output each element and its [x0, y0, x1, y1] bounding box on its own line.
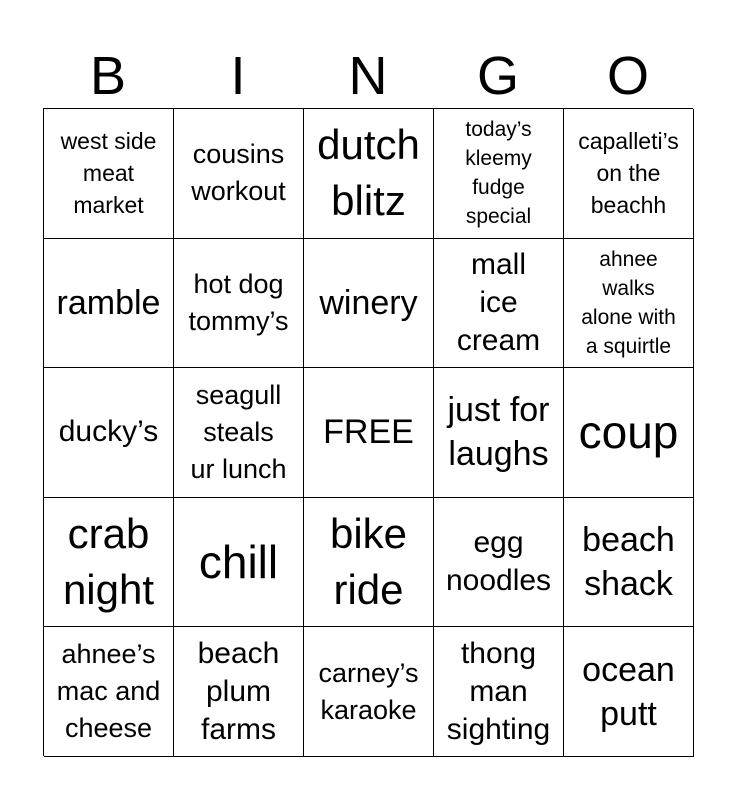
bingo-cell[interactable]: [564, 239, 694, 369]
cell-text: capalleti’s on the beachh: [578, 128, 679, 219]
cell-text: hot dog tommy’s: [188, 268, 289, 336]
bingo-cell[interactable]: [564, 368, 694, 498]
free-space-cell[interactable]: [304, 368, 434, 498]
bingo-cell[interactable]: [564, 498, 694, 628]
header-letter-g: G: [476, 46, 519, 106]
cell-text: bike ride: [329, 510, 408, 614]
bingo-cell[interactable]: [434, 368, 564, 498]
bingo-cell[interactable]: [44, 368, 174, 498]
cell-text: thong man sighting: [446, 636, 551, 746]
cell-text: cousins workout: [191, 139, 286, 207]
bingo-cell[interactable]: [44, 627, 174, 757]
cell-text: ahnee walks alone with a squirtle: [581, 247, 676, 358]
cell-text: beach plum farms: [197, 636, 280, 746]
bingo-cell[interactable]: [434, 109, 564, 239]
cell-text: chill: [198, 536, 279, 589]
cell-text: carney’s karaoke: [318, 657, 419, 725]
cell-text: ahnee’s mac and cheese: [56, 639, 161, 744]
header-letter-b: B: [89, 46, 127, 106]
cell-text: ducky’s: [58, 415, 159, 449]
cell-text: ramble: [56, 283, 161, 322]
bingo-cell[interactable]: [304, 627, 434, 757]
bingo-cell[interactable]: [174, 368, 304, 498]
bingo-cell[interactable]: [44, 239, 174, 369]
bingo-header: [43, 40, 693, 108]
bingo-cell[interactable]: [174, 498, 304, 628]
header-letter-n: N: [348, 46, 388, 106]
header-letter-o: O: [606, 46, 649, 106]
cell-text: just for laughs: [447, 391, 550, 474]
cell-text: mall ice cream: [456, 247, 541, 357]
cell-text: today’s kleemy fudge special: [465, 118, 532, 229]
bingo-cell[interactable]: [564, 109, 694, 239]
cell-text: winery: [319, 283, 418, 322]
cell-text: west side meat market: [60, 128, 157, 219]
bingo-cell[interactable]: [434, 239, 564, 369]
cell-text: ocean putt: [582, 650, 675, 733]
bingo-cell[interactable]: [304, 498, 434, 628]
header-letter-i: I: [230, 46, 246, 106]
cell-text: egg noodles: [445, 526, 552, 598]
cell-text: beach shack: [582, 521, 675, 604]
bingo-cell[interactable]: [44, 109, 174, 239]
bingo-cell[interactable]: [174, 627, 304, 757]
bingo-cell[interactable]: [434, 627, 564, 757]
cell-text: FREE: [323, 413, 414, 452]
bingo-cell[interactable]: [44, 498, 174, 628]
bingo-cell[interactable]: [304, 109, 434, 239]
bingo-cell[interactable]: [174, 109, 304, 239]
bingo-cell[interactable]: [434, 498, 564, 628]
bingo-cell[interactable]: [174, 239, 304, 369]
bingo-card-grid: [43, 108, 693, 756]
cell-text: crab night: [62, 510, 155, 614]
cell-text: dutch blitz: [317, 121, 420, 225]
cell-text: seagull steals ur lunch: [190, 379, 287, 484]
bingo-cell[interactable]: [304, 239, 434, 369]
bingo-cell[interactable]: [564, 627, 694, 757]
cell-text: coup: [578, 406, 679, 459]
